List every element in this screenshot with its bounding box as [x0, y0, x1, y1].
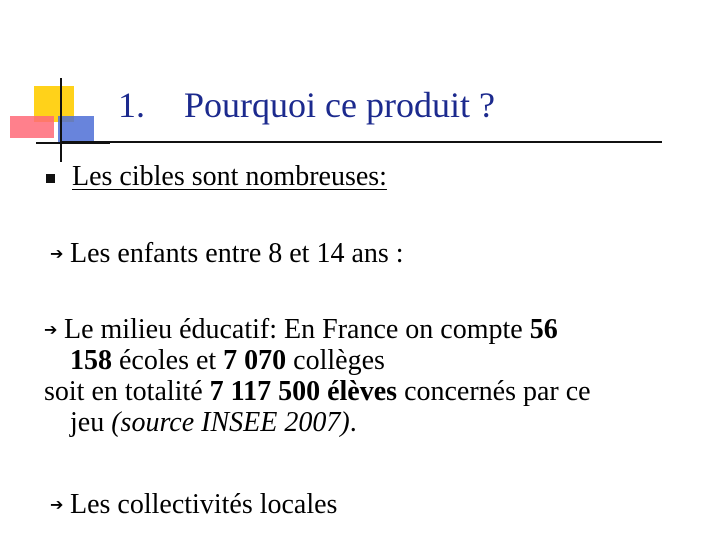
sub-bullet-enfants-text: Les enfants entre 8 et 14 ans : — [70, 238, 404, 269]
logo-vertical-line — [60, 78, 62, 162]
page-title — [118, 84, 495, 126]
squares-logo-icon — [0, 0, 110, 170]
title-rule — [62, 141, 662, 143]
arrow-right-icon: ➔ — [50, 495, 64, 514]
title-number: 1. — [118, 85, 145, 125]
square-bullet-icon — [46, 174, 55, 183]
sub-bullet-enfants — [50, 238, 404, 269]
logo-red-square — [10, 116, 54, 138]
sub-bullet-milieu-educatif: ➔ Le milieu éducatif: En France on compte 56 158 écoles et 7 070 collèges soit en totalité 7 117 500 élèves concernés par ce jeu (source INSEE 2007). — [44, 314, 591, 438]
logo-blue-square — [58, 116, 94, 144]
title-text: Pourquoi ce produit ? — [184, 85, 495, 125]
bullet-cibles: Les cibles sont nombreuses: — [72, 161, 387, 192]
sub-bullet-collectivites — [50, 489, 337, 520]
sub-bullet-collectivites-text: Les collectivités locales — [70, 489, 338, 520]
arrow-right-icon: ➔ — [44, 320, 58, 339]
arrow-right-icon: ➔ — [50, 244, 64, 263]
